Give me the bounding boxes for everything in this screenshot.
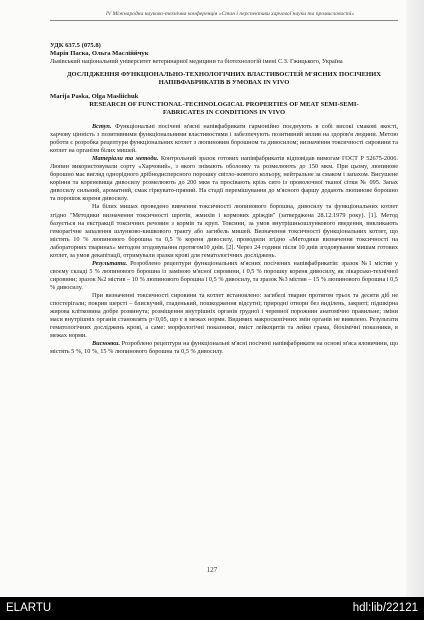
paragraph-text: На білих мишах проведено вивчення токсичності люпинового борошна, дивосилу та функціональних котлет згідно "Методики визначення токсичності шротів, жмихів і кормових дріждів" (затверджена 28.12.1979 року). [1]. Метод базується на екстракції токсичних речовин з кормів та круп. Токсини, за умов внутрішньошлункового введення, викликають геморагічне запалення шлунково-кишкового тракту або загибель мишей. Визначення токсичності функціональних котлет, що містять 10 % люпинового борошна та 0,5 % кореня дивосилу, проводили згідно «Методики визначення токсичності на лабораторних тваринах» методом згодовування протягом10 днів. [2]. Через 24 години після 10 днів згодовування мишам готових котлет, за умов декапітації, отримували зразки крові для гематологічних досліджень. (50, 203, 398, 259)
paragraph-text: Контрольний зразок готових напівфабрикатів відповідав вимогам ГОСТ Р 52675-2006. Люпин використовували сорту «Харчовий», з якого знімають оболонку та розмелюють до 150 мкм. При цьому, люпинове борошно має вигляд однорідного дрібнодисперсного порошку світло-жовтого кольору, нейтральне за смаком і запахом. Висушене коріння та кореневища дивосилу розмелюють до 200 мкм та просівають крізь сито із проволочної тканої сітки № 095. Запах дивосилу сильний, ароматний, смак гіркувато-пряний. На стадії перемішування до м'ясного фаршу додають люпинове борошно та порошок кореня дивосилу. (50, 155, 398, 203)
header-rule (50, 20, 398, 21)
paragraph-text: Розроблено рецептури на функціональні м'ясні посічені напівфабрикати на основі м'яса яловичини, що містять 5 %, 10 %, 15 % люпинового борошна та 0,5 % дивосилу. (50, 340, 398, 356)
handle-identifier: hdl:lib/22121 (352, 602, 418, 614)
paragraph-introduction (50, 123, 398, 155)
paragraph-lead: Результати. (92, 259, 128, 267)
paragraph-toxicity-findings (50, 292, 398, 340)
article-body (50, 42, 398, 356)
repository-name: ELARTU (6, 602, 52, 614)
paragraph-text: При визначенні токсичності сировини та котлет встановлено: загибелі тварин протягом трьох та десяти діб не спостерігали; покрив шерсті – блискучий, гладенький, пошкодження відсутні; природні отвори без виділень, закриті; підшкірна жирова клітковина добре розвинута; розміщення внутрішніх органів грудної і черевної порожнин анатомічно правильне; зміни маси внутрішніх органів становлять p<0,05, що є в межах норми. Видимих макроскопічних змін органів не виявлено. Результати гематологічних досліджень крові, а саме: морфологічні показники, вміст лейкоцитів та лейко грама, біохімічні показники, в межах норми. (50, 291, 398, 340)
paragraph-materials-methods (50, 155, 398, 203)
repository-footer (0, 597, 424, 620)
paragraph-conclusions (50, 340, 398, 356)
paragraph-results (50, 260, 398, 292)
conference-header: IV Міжнародна науково-технічна конференція «Стан і перспективи харчової науки та промисловості» (105, 11, 355, 17)
authors-ukrainian: Марія Паска, Ольга Масліййчук (50, 50, 149, 58)
paragraph-text: Розроблено рецептури функціональних м'ясних посічених напівфабрикатів: зразок №1 містив у своєму складі 5 % люпинового борошна із заміною м'ясної сировини, і 0,5 % порошку кореня дивосилу, як лікарсько-технічної сировини; зразок №2 містив – 10 % люпинового борошна і 0,5 % дивосилу, та зразок №3 містив – 15 % люпинового борошна і 0,5 % дивосилу. (50, 259, 398, 291)
authors-english: Marija Paska, Olga Masliichuk (50, 92, 139, 100)
scan-edge-shadow (406, 0, 424, 597)
title-ukrainian: ДОСЛІДЖЕННЯ ФУНКЦІОНАЛЬНО-ТЕХНОЛОГІЧНИХ ВЛАСТИВОСТЕЙ М'ЯСНИХ ПОСІЧЕНИХ НАПІВФАБРИКАТІВ В УМОВАХ IN VIVO (67, 71, 381, 87)
paragraph-toxicity-method (50, 203, 398, 259)
paragraph-lead: Матеріали та методи. (92, 155, 159, 163)
affiliation: Львівський національний університет ветеринарної медицини та біотехнологій імені С.З. Гжицького, Україна (50, 58, 343, 66)
udc-code: УДК 637.5 (075.8) (50, 42, 101, 49)
paragraph-lead: Вступ. (92, 123, 112, 130)
title-english: RESEARCH OF FUNCTIONAL-TECHNOLOGICAL PROPERTIES OF MEAT SEMI-SEMI-FABRICATES IN CONDITIONS IN VIVO (89, 100, 359, 116)
paragraph-lead: Висновки. (92, 340, 121, 348)
paragraph-text: Функціональні посічені м'ясні напівфабрикати гармонійно поєднують в собі високі смакові якості, харчову цінність з позитивними функціональними властивостями і забезпечують позитивний вплив на здоров'я людини. Метою роботи є розробка рецептури функціональних котлет з люпиновим борошном та дивосилом; визначення токсичності сировини та котлет на організм білих мишей. (50, 123, 398, 155)
page-number: 127 (206, 566, 218, 574)
